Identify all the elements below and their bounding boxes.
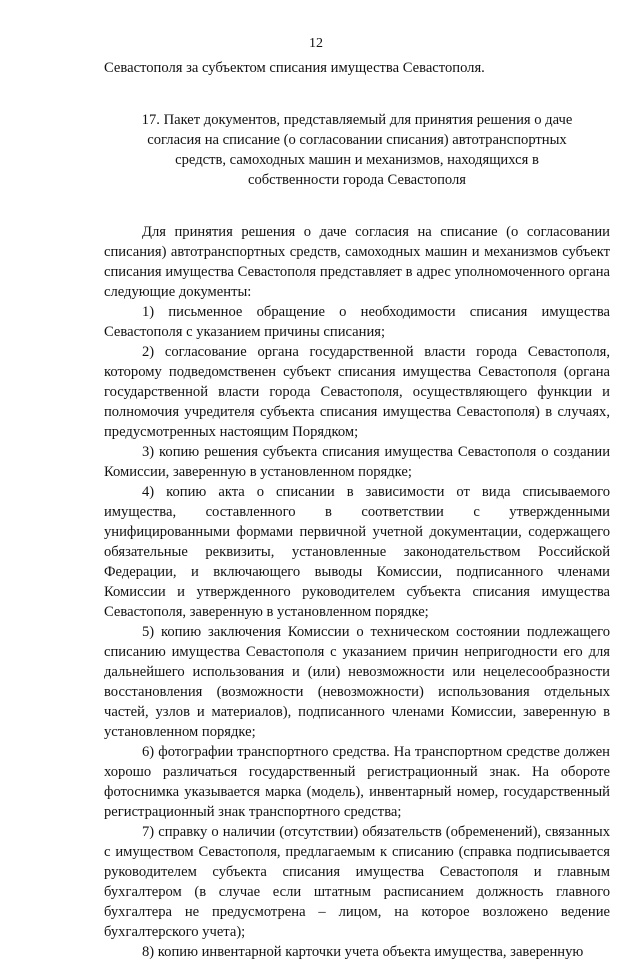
list-item-5: 5) копию заключения Комиссии о техническом состоянии подлежащего списанию имущества Севастополя с указанием причин непригодности его для дальнейшего использования и (или) невозможности или нецелесообразности восстановления (возможности (невозможности) использования отдельных частей, узлов и материалов), подписанного членами Комиссии, заверенную в установленном порядке; <box>104 624 610 740</box>
list-item-8: 8) копию инвентарной карточки учета объекта имущества, заверенную <box>142 944 584 960</box>
list-item-2: 2) согласование органа государственной власти города Севастополя, которому подведомственен субъект списания имущества Севастополя (органа государственной власти города Севастополя, осуществляющего функции и полномочия учредителя субъекта списания имущества Севастополя) в случаях, предусмотренных настоящим Порядком; <box>104 344 610 440</box>
page-number: 12 <box>309 36 323 51</box>
list-item-6: 6) фотографии транспортного средства. На транспортном средстве должен хорошо различаться государственный регистрационный знак. На обороте фотоснимка указывается марка (модель), инвентарный номер, государственный регистрационный знак транспортного средства; <box>104 744 610 820</box>
list-item-7: 7) справку о наличии (отсутствии) обязательств (обременений), связанных с имуществом Севастополя, предлагаемым к списанию (справка подписывается руководителем субъекта списания имущества Севастополя и главным бухгалтером (в случае если штатным расписанием должность главного бухгалтера не предусмотрена – лицом, на которое возложено ведение бухгалтерского учета); <box>104 824 610 940</box>
list-item-1: 1) письменное обращение о необходимости списания имущества Севастополя с указанием причины списания; <box>104 304 610 340</box>
continued-text-line: Севастополя за субъектом списания имущества Севастополя. <box>104 60 485 76</box>
section-heading: 17. Пакет документов, представляемый для принятия решения о даче согласия на списание (о согласовании списания) автотранспортных средств, самоходных машин и механизмов, находящихся в собственности города Севастополя <box>141 112 573 188</box>
list-item-3: 3) копию решения субъекта списания имущества Севастополя о создании Комиссии, заверенную в установленном порядке; <box>104 444 610 480</box>
document-body <box>104 58 610 962</box>
intro-paragraph: Для принятия решения о даче согласия на списание (о согласовании списания) автотранспортных средств, самоходных машин и механизмов субъект списания имущества Севастополя представляет в адрес уполномоченного органа следующие документы: <box>104 224 610 300</box>
list-item-4: 4) копию акта о списании в зависимости от вида списываемого имущества, составленного в соответствии с утвержденными унифицированными формами первичной учетной документации, содержащего обязательные реквизиты, установленные законодательством Российской Федерации, и включающего выводы Комиссии, подписанного членами Комиссии и утвержденного руководителем субъекта списания имущества Севастополя, заверенную в установленном порядке; <box>104 484 610 620</box>
